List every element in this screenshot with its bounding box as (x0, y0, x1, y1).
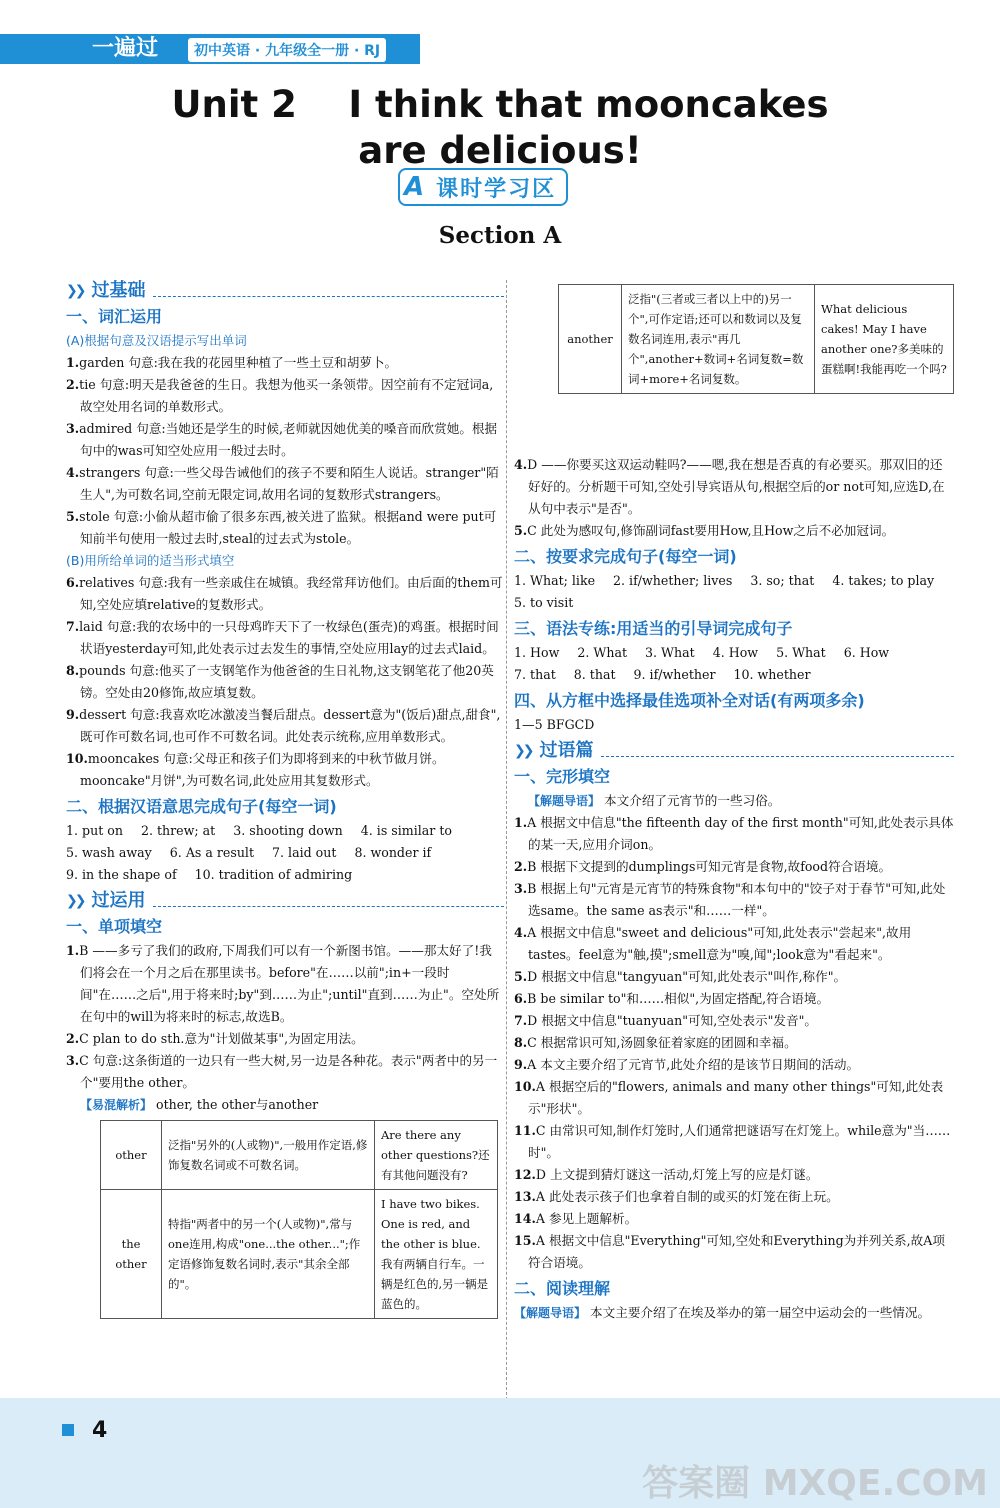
requirement-answers (514, 570, 954, 614)
answer-item: 8. wonder if (354, 845, 432, 860)
answer-item: 9. in the shape of (66, 867, 177, 882)
dialog-answer: 1—5 BFGCD (514, 717, 595, 732)
chevron-icon: ❯❯ (66, 283, 84, 299)
reading-guide: 【解题导语】 本文主要介绍了在埃及举办的第一届空中运动会的一些情况。 (514, 1305, 931, 1320)
answer-item: 5. What (776, 645, 826, 660)
list-item: 5.stole 句意:小偷从超市偷了很多东西,被关进了监狱。根据and were put可知前半句使用一般过去时,steal的过去式为stole。 (66, 509, 497, 546)
answer-item: 2. if/whether; lives (613, 573, 733, 588)
answer-item: 7. that (514, 667, 556, 682)
right-column (514, 454, 954, 1324)
answer-item: 7. laid out (272, 845, 337, 860)
title-line-1: Unit 2 I think that mooncakes (171, 83, 829, 126)
watermark: 答案圈 MXQE.COM (642, 1463, 988, 1504)
list-item: 3.C 句意:这条街道的一边只有一些大树,另一边是各种花。表示"两者中的另一个"要用the other。 (66, 1053, 498, 1090)
single-choice-list (66, 940, 504, 1094)
chevron-icon: ❯❯ (514, 743, 532, 759)
list-item: 9.A 本文主要介绍了元宵节,此处介绍的是该节日期间的活动。 (514, 1057, 860, 1072)
list-item: 4.D ——你要买这双运动鞋吗?——嗯,我在想是否真的有必要买。那双旧的还好好的。分析题干可知,空处引导宾语从句,根据空后的or not可知,应选D,在从句中表示"是否"。 (514, 457, 945, 516)
answer-item: 1. put on (66, 823, 123, 838)
confuse-note: 【易混解析】 other, the other与another (80, 1097, 319, 1112)
list-item: 3.B 根据上句"元宵是元宵节的特殊食物"和本句中的"饺子对于春节"可知,此处选same。the same as表示"和……一样"。 (514, 881, 946, 918)
vocab-heading: 一、词汇运用 (66, 307, 163, 326)
area-letter: A (404, 172, 425, 202)
comparison-table-another (558, 284, 954, 394)
answer-item: 2. threw; at (140, 823, 216, 838)
vocab-a-heading: (A)根据句意及汉语提示写出单词 (66, 333, 247, 348)
list-item: 5.D 根据文中信息"tangyuan"可知,此处表示"叫作,称作"。 (514, 969, 847, 984)
list-item: 4.A 根据文中信息"sweet and delicious"可知,此处表示"尝起来",故用tastes。feel意为"触,摸";smell意为"嗅,闻";look意为"看起来"。 (514, 925, 912, 962)
table-row: other 泛指"另外的(人或物)",一般用作定语,修饰复数名词或不可数名词。 Are there any other questions?还有其他问题没有? (101, 1121, 498, 1190)
answer-item: 5. to visit (514, 595, 574, 610)
list-item: 5.C 此处为感叹句,修饰副词fast要用How,且How之后不必加冠词。 (514, 523, 895, 538)
answer-item: 5. wash away (66, 845, 152, 860)
list-item: 1.A 根据文中信息"the fifteenth day of the first month"可知,此处表示具体的某一天,应用介词on。 (514, 815, 954, 852)
requirement-heading: 二、按要求完成句子(每空一词) (514, 547, 737, 566)
list-item: 10.A 根据空后的"flowers, animals and many other things"可知,此处表示"形状"。 (514, 1079, 944, 1116)
answer-item: 1. How (514, 645, 560, 660)
sentence-answers (66, 820, 504, 886)
list-item: 1.garden 句意:我在我的花园里种植了一些土豆和胡萝卜。 (66, 355, 398, 370)
usage-heading: ❯❯ 过运用 (66, 890, 504, 912)
chevron-icon: ❯❯ (66, 893, 84, 909)
title-line-2: are delicious! (358, 129, 642, 172)
list-item: 1.B ——多亏了我们的政府,下周我们可以有一个新图书馆。——那太好了!我们将会在一个月之后在那里读书。before"在……以前";in+一段时间"在……之后",用于将来时;by"到……为止";until"直到……为止"。空处所在句中的will为将来时的标志,故选B。 (66, 943, 500, 1024)
single-choice-heading: 一、单项填空 (66, 917, 163, 936)
answer-item: 2. What (577, 645, 628, 660)
list-item: 2.tie 句意:明天是我爸爸的生日。我想为他买一条领带。因空前有不定冠词a,故空处用名词的单数形式。 (66, 377, 494, 414)
list-item: 2.C plan to do sth.意为"计划做某事",为固定用法。 (66, 1031, 364, 1046)
answer-item: 4. takes; to play (832, 573, 935, 588)
header-logo: 一遍过 (92, 36, 159, 61)
list-item: 9.dessert 句意:我喜欢吃冰激凌当餐后甜点。dessert意为"(饭后)甜点,甜食",既可作可数名词,也可作不可数名词。此处表示统称,应用单数形式。 (66, 707, 501, 744)
list-item: 3.admired 句意:当她还是学生的时候,老师就因她优美的嗓音而欣赏她。根据句中的was可知空处应用一般过去时。 (66, 421, 498, 458)
sentences-heading: 二、根据汉语意思完成句子(每空一词) (66, 797, 337, 816)
list-item: 10.mooncakes 句意:父母正和孩子们为即将到来的中秋节做月饼。mooncake"月饼",为可数名词,此处应用其复数形式。 (66, 751, 445, 788)
cloze-guide: 【解题导语】 本文介绍了元宵节的一些习俗。 (528, 793, 781, 808)
answer-item: 4. How (712, 645, 759, 660)
list-item: 6.relatives 句意:我有一些亲戚住在城镇。我经常拜访他们。由后面的them可知,空处应填relative的复数形式。 (66, 575, 503, 612)
basics-heading: ❯❯ 过基础 (66, 280, 504, 302)
answer-item: 8. that (573, 667, 616, 682)
list-item: 6.B be similar to"和……相似",为固定搭配,符合语境。 (514, 991, 830, 1006)
list-item: 15.A 根据文中信息"Everything"可知,空处和Everything为并列关系,故A项符合语境。 (514, 1233, 945, 1270)
answer-item: 9. if/whether (633, 667, 716, 682)
answer-item: 10. whether (733, 667, 811, 682)
table-row: another 泛指"(三者或三者以上中的)另一个",可作定语;还可以和数词以及复数名词连用,表示"再几个",another+数词+名词复数=数词+more+名词复数。 What delicious cakes! May I have another one?多美味的蛋糕啊!我能再吃一个吗? (559, 285, 954, 394)
cloze-list (514, 812, 954, 1274)
grammar-heading: 三、语法专练:用适当的引导词完成句子 (514, 619, 793, 638)
dialog-heading: 四、从方框中选择最佳选项补全对话(有两项多余) (514, 691, 865, 710)
answer-item: 10. tradition of admiring (194, 867, 353, 882)
left-column (66, 276, 504, 1319)
list-item: 11.C 由常识可知,制作灯笼时,人们通常把谜语写在灯笼上。while意为"当……时"。 (514, 1123, 951, 1160)
list-item: 8.pounds 句意:他买了一支钢笔作为他爸爸的生日礼物,这支钢笔花了他20英镑。空处由20修饰,故应填复数。 (66, 663, 494, 700)
page-number: 4 (92, 1418, 108, 1443)
vocab-b-list (66, 572, 504, 792)
area-label: 课时学习区 (436, 176, 557, 202)
section-title: Section A (438, 222, 562, 249)
list-item: 2.B 根据下文提到的dumplings可知元宵是食物,故food符合语境。 (514, 859, 892, 874)
answer-item: 3. What (645, 645, 695, 660)
list-item: 7.D 根据文中信息"tuanyuan"可知,空处表示"发音"。 (514, 1013, 817, 1028)
answer-item: 6. How (843, 645, 890, 660)
column-divider (506, 280, 507, 1400)
header-subtitle: 初中英语 · 九年级全一册 · RJ (188, 38, 386, 62)
answer-item: 4. is similar to (360, 823, 452, 838)
list-item: 12.D 上文提到猜灯谜这一活动,灯笼上写的应是灯谜。 (514, 1167, 819, 1182)
cloze-heading: 一、完形填空 (514, 767, 611, 786)
answer-item: 6. As a result (169, 845, 255, 860)
answer-item: 3. so; that (750, 573, 815, 588)
vocab-b-heading: (B)用所给单词的适当形式填空 (66, 553, 235, 568)
list-item: 7.laid 句意:我的农场中的一只母鸡昨天下了一枚绿色(蛋壳)的鸡蛋。根据时间状语yesterday可知,此处表示过去发生的事情,空处应用lay的过去式laid。 (66, 619, 499, 656)
list-item: 14.A 参见上题解析。 (514, 1211, 638, 1226)
unit-title (0, 82, 1000, 174)
answer-item: 3. shooting down (233, 823, 343, 838)
single-choice-list-cont (514, 454, 954, 542)
answer-item: 1. What; like (514, 573, 596, 588)
passage-heading: ❯❯ 过语篇 (514, 740, 954, 762)
area-tag (398, 168, 568, 206)
vocab-a-list (66, 352, 504, 550)
list-item: 4.strangers 句意:一些父母告诫他们的孩子不要和陌生人说话。stranger"陌生人",为可数名词,空前无限定词,故用名词的复数形式strangers。 (66, 465, 499, 502)
reading-heading: 二、阅读理解 (514, 1279, 611, 1298)
grammar-answers (514, 642, 954, 686)
list-item: 8.C 根据常识可知,汤圆象征着家庭的团圆和幸福。 (514, 1035, 797, 1050)
comparison-table (100, 1120, 498, 1319)
list-item: 13.A 此处表示孩子们也拿着自制的或买的灯笼在街上玩。 (514, 1189, 839, 1204)
table-row: the other 特指"两者中的另一个(人或物)",常与one连用,构成"one...the other...";作定语修饰复数名词时,表示"其余全部的"。 I have two bikes. One is red, and the other is blue.我有两辆自行车。一辆是红色的,另一辆是蓝色的。 (101, 1190, 498, 1319)
